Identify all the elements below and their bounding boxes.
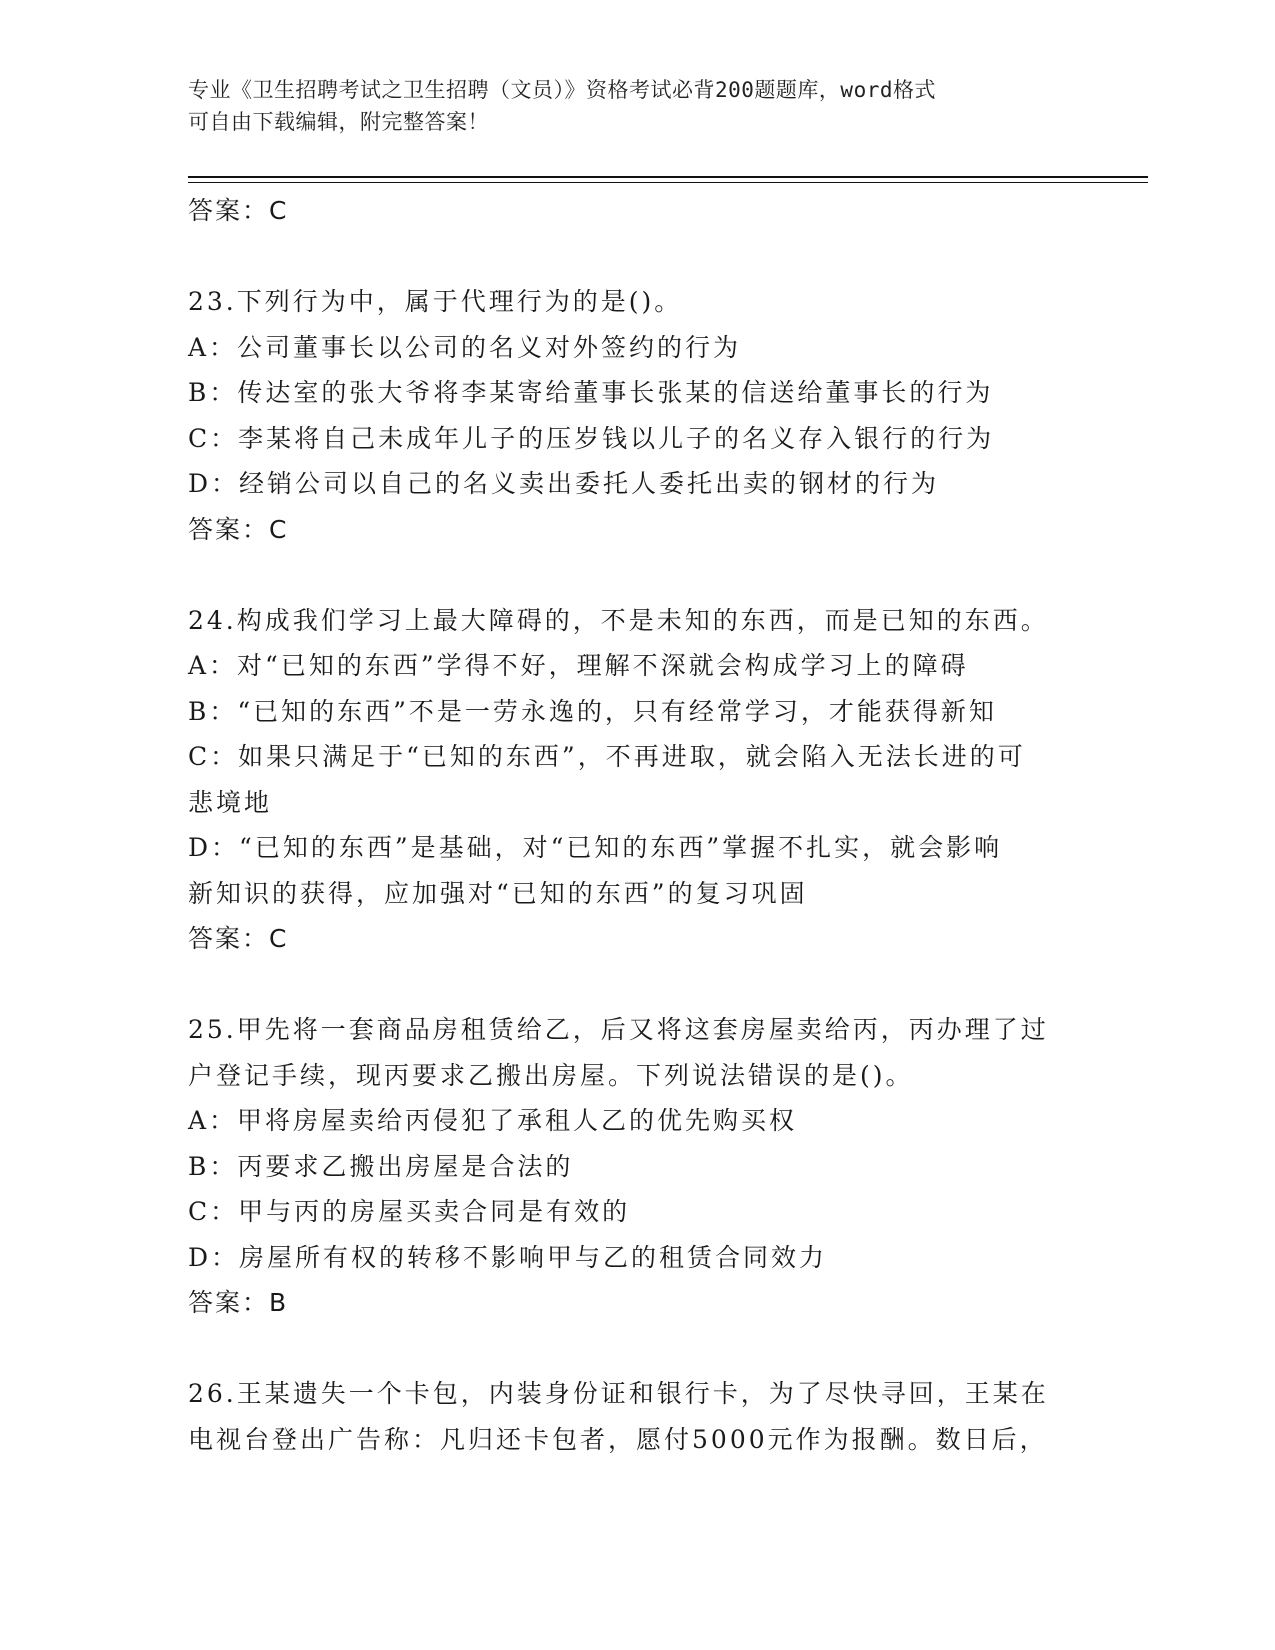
option-c: C：甲与丙的房屋买卖合同是有效的: [188, 1197, 631, 1226]
question-text: 24.构成我们学习上最大障碍的，不是未知的东西，而是已知的东西。: [188, 605, 1049, 635]
question-text: 25.甲先将一套商品房租赁给乙，后又将这套房屋卖给丙，丙办理了过: [188, 1015, 1049, 1044]
option-d: D：“已知的东西”是基础，对“已知的东西”掌握不扎实，就会影响: [188, 833, 1003, 862]
spacer: [188, 234, 1088, 280]
spacer: [188, 1326, 1088, 1372]
answer: 答案：B: [188, 1288, 289, 1317]
header-line-1: 专业《卫生招聘考试之卫生招聘（文员）》资格考试必背200题题库，word格式: [188, 78, 936, 102]
spacer: [188, 962, 1088, 1008]
option-a: A：公司董事长以公司的名义对外签约的行为: [188, 332, 742, 362]
option-d: D：房屋所有权的转移不影响甲与乙的租赁合同效力: [188, 1242, 828, 1272]
option-b: B：丙要求乙搬出房屋是合法的: [188, 1151, 574, 1181]
answer: 答案：C: [188, 514, 289, 544]
previous-answer: 答案：C: [188, 196, 289, 225]
option-a: A：对“已知的东西”学得不好，理解不深就会构成学习上的障碍: [188, 651, 969, 680]
question-text-continued: 户登记手续，现丙要求乙搬出房屋。下列说法错误的是()。: [188, 1060, 914, 1090]
option-c: C：李某将自己未成年儿子的压岁钱以儿子的名义存入银行的行为: [188, 423, 995, 453]
question-text: 23.下列行为中，属于代理行为的是()。: [188, 287, 683, 316]
question-block: [188, 598, 1088, 962]
option-b: B：传达室的张大爷将李某寄给董事长张某的信送给董事长的行为: [188, 378, 994, 407]
option-d: D：经销公司以自己的名义卖出委托人委托出卖的钢材的行为: [188, 469, 940, 498]
question-text: 26.王某遗失一个卡包，内装身份证和银行卡，为了尽快寻回，王某在: [188, 1379, 1049, 1408]
question-block: [188, 279, 1088, 552]
header-divider-thick: [188, 176, 1148, 178]
option-c: C：如果只满足于“已知的东西”，不再进取，就会陷入无法长进的可: [188, 742, 1026, 771]
question-text-continued: 电视台登出广告称：凡归还卡包者，愿付5000元作为报酬。数日后，: [188, 1424, 1048, 1454]
option-c-continued: 悲境地: [188, 787, 273, 817]
option-d-continued: 新知识的获得，应加强对“已知的东西”的复习巩固: [188, 878, 808, 908]
option-b: B：“已知的东西”不是一劳永逸的，只有经常学习，才能获得新知: [188, 696, 997, 726]
option-a: A：甲将房屋卖给丙侵犯了承租人乙的优先购买权: [188, 1106, 798, 1135]
document-body: [188, 188, 1088, 1462]
answer: 答案：C: [188, 924, 289, 953]
question-block: [188, 1371, 1088, 1462]
header-line-2: 可自由下载编辑，附完整答案！: [188, 110, 489, 134]
header-divider-thin: [188, 182, 1148, 183]
spacer: [188, 552, 1088, 598]
question-block: [188, 1007, 1088, 1326]
document-header: [188, 74, 1088, 138]
